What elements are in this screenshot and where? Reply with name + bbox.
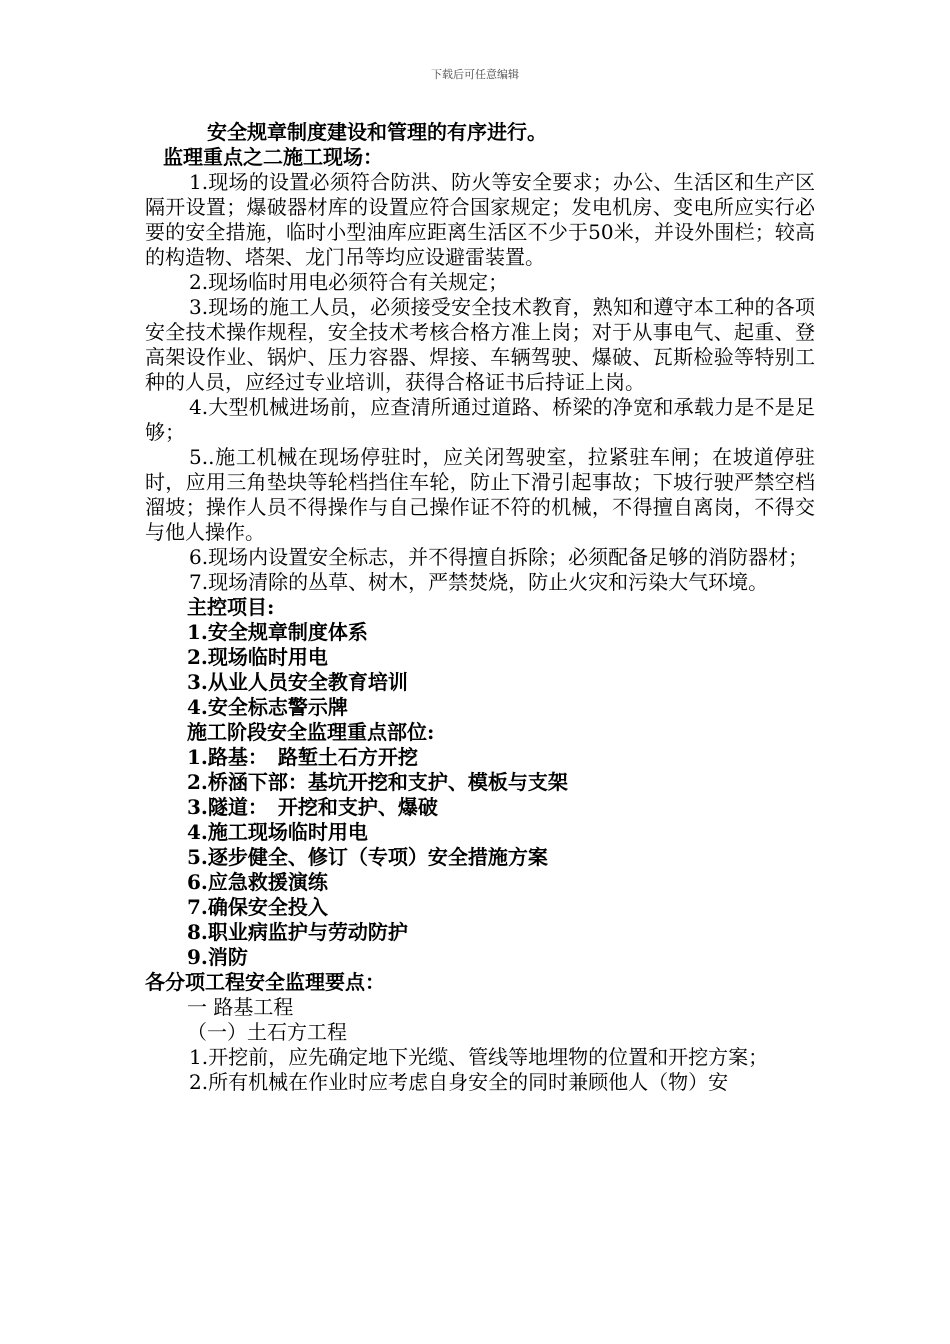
subsection-heading: （一）土石方工程 [187,1020,347,1044]
paragraph: 2.所有机械在作业时应考虑自身安全的同时兼顾他人（物）安 [189,1070,729,1094]
paragraph: 6.现场内设置安全标志，并不得擅自拆除；必须配备足够的消防器材； [189,545,809,569]
paragraph: 1.开挖前，应先确定地下光缆、管线等地埋物的位置和开挖方案； [189,1045,769,1069]
list-item: 2.桥涵下部：基坑开挖和支护、模板与支架 [187,770,568,794]
paragraph: 5..施工机械在现场停驻时，应关闭驾驶室，拉紧驻车闸；在坡道停驻时，应用三角垫块等轮档挡住车轮，防止下滑引起事故；下坡行驶严禁空档溜坡；操作人员不得操作与自己操作证不符的机械，不得擅自离岗，不得交与他人操作。 [145,445,815,544]
sub-title: 各分项工程安全监理要点： [145,970,385,994]
list-item: 4.安全标志警示牌 [187,695,348,719]
key-items-title: 施工阶段安全监理重点部位: [187,720,435,744]
list-item: 7.确保安全投入 [187,895,328,919]
document-body [145,120,815,1095]
subsection-heading: 一 路基工程 [187,995,294,1019]
paragraph: 4.大型机械进场前，应查清所通过道路、桥梁的净宽和承载力是不是足够； [145,395,815,444]
page-header: 下载后可任意编辑 [431,68,519,81]
section-heading: 监理重点之二施工现场： [163,145,383,169]
list-item: 9.消防 [187,945,248,969]
list-item: 4.施工现场临时用电 [187,820,368,844]
paragraph: 2.现场临时用电必须符合有关规定； [189,270,509,294]
list-item: 1.安全规章制度体系 [187,620,368,644]
paragraph: 1.现场的设置必须符合防洪、防火等安全要求；办公、生活区和生产区隔开设置；爆破器材库的设置应符合国家规定；发电机房、变电所应实行必要的安全措施，临时小型油库应距离生活区不少于50米，并设外围栏；较高的构造物、塔架、龙门吊等均应设避雷装置。 [145,170,815,269]
heading-line: 安全规章制度建设和管理的有序进行。 [207,120,547,144]
paragraph: 7.现场清除的丛草、树木，严禁焚烧，防止火灾和污染大气环境。 [189,570,769,594]
list-item: 2.现场临时用电 [187,645,328,669]
list-item: 5.逐步健全、修订（专项）安全措施方案 [187,845,548,869]
paragraph: 3.现场的施工人员，必须接受安全技术教育，熟知和遵守本工种的各项安全技术操作规程，安全技术考核合格方准上岗；对于从事电气、起重、登高架设作业、锅炉、压力容器、焊接、车辆驾驶、爆破、瓦斯检验等特别工种的人员，应经过专业培训，获得合格证书后持证上岗。 [145,295,815,394]
list-item: 1.路基： 路堑土石方开挖 [187,745,418,769]
list-item: 3.隧道： 开挖和支护、爆破 [187,795,438,819]
list-item: 8.职业病监护与劳动防护 [187,920,408,944]
main-items-title: 主控项目: [187,595,275,619]
list-item: 3.从业人员安全教育培训 [187,670,408,694]
list-item: 6.应急救援演练 [187,870,328,894]
